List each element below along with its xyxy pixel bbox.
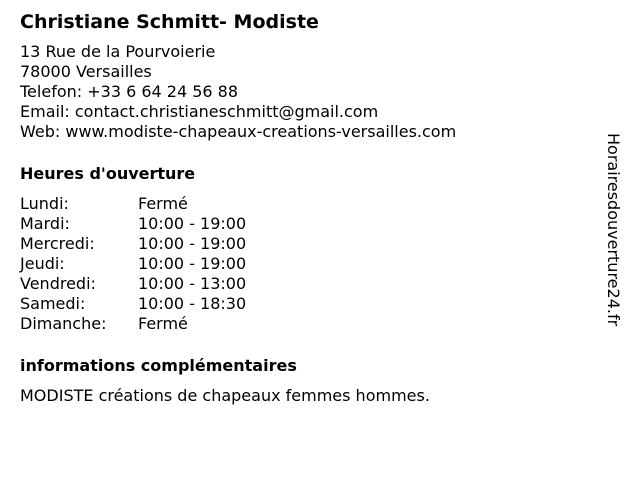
hours-day: Dimanche: [20, 314, 107, 333]
opening-hours-table [20, 194, 580, 334]
street-address: 13 Rue de la Pourvoierie [20, 42, 216, 61]
business-name: Christiane Schmitt- Modiste [20, 11, 319, 33]
hours-day: Mercredi: [20, 234, 95, 253]
hours-time: 10:00 - 13:00 [138, 274, 247, 293]
hours-time: 10:00 - 19:00 [138, 234, 247, 253]
hours-row-dimanche [20, 314, 580, 334]
business-card [20, 10, 580, 406]
opening-hours-heading: Heures d'ouverture [20, 164, 196, 183]
hours-row-jeudi [20, 254, 580, 274]
hours-time: Fermé [138, 314, 188, 333]
address-block [20, 42, 580, 142]
hours-time: 10:00 - 18:30 [138, 294, 247, 313]
city-address: 78000 Versailles [20, 62, 152, 81]
additional-info-text: MODISTE créations de chapeaux femmes hommes. [20, 386, 430, 405]
hours-day: Mardi: [20, 214, 70, 233]
hours-time: Fermé [138, 194, 188, 213]
hours-day: Lundi: [20, 194, 69, 213]
hours-time: 10:00 - 19:00 [138, 254, 247, 273]
additional-info-heading: informations complémentaires [20, 356, 297, 375]
email-line: Email: contact.christianeschmitt@gmail.com [20, 102, 379, 121]
hours-row-mardi [20, 214, 580, 234]
hours-time: 10:00 - 19:00 [138, 214, 247, 233]
hours-row-vendredi [20, 274, 580, 294]
phone-line: Telefon: +33 6 64 24 56 88 [20, 82, 239, 101]
web-line: Web: www.modiste-chapeaux-creations-versailles.com [20, 122, 457, 141]
hours-row-mercredi [20, 234, 580, 254]
site-watermark: Horairesdouverture24.fr [604, 133, 623, 327]
hours-day: Jeudi: [20, 254, 65, 273]
hours-row-lundi [20, 194, 580, 214]
hours-row-samedi [20, 294, 580, 314]
hours-day: Samedi: [20, 294, 86, 313]
hours-day: Vendredi: [20, 274, 96, 293]
